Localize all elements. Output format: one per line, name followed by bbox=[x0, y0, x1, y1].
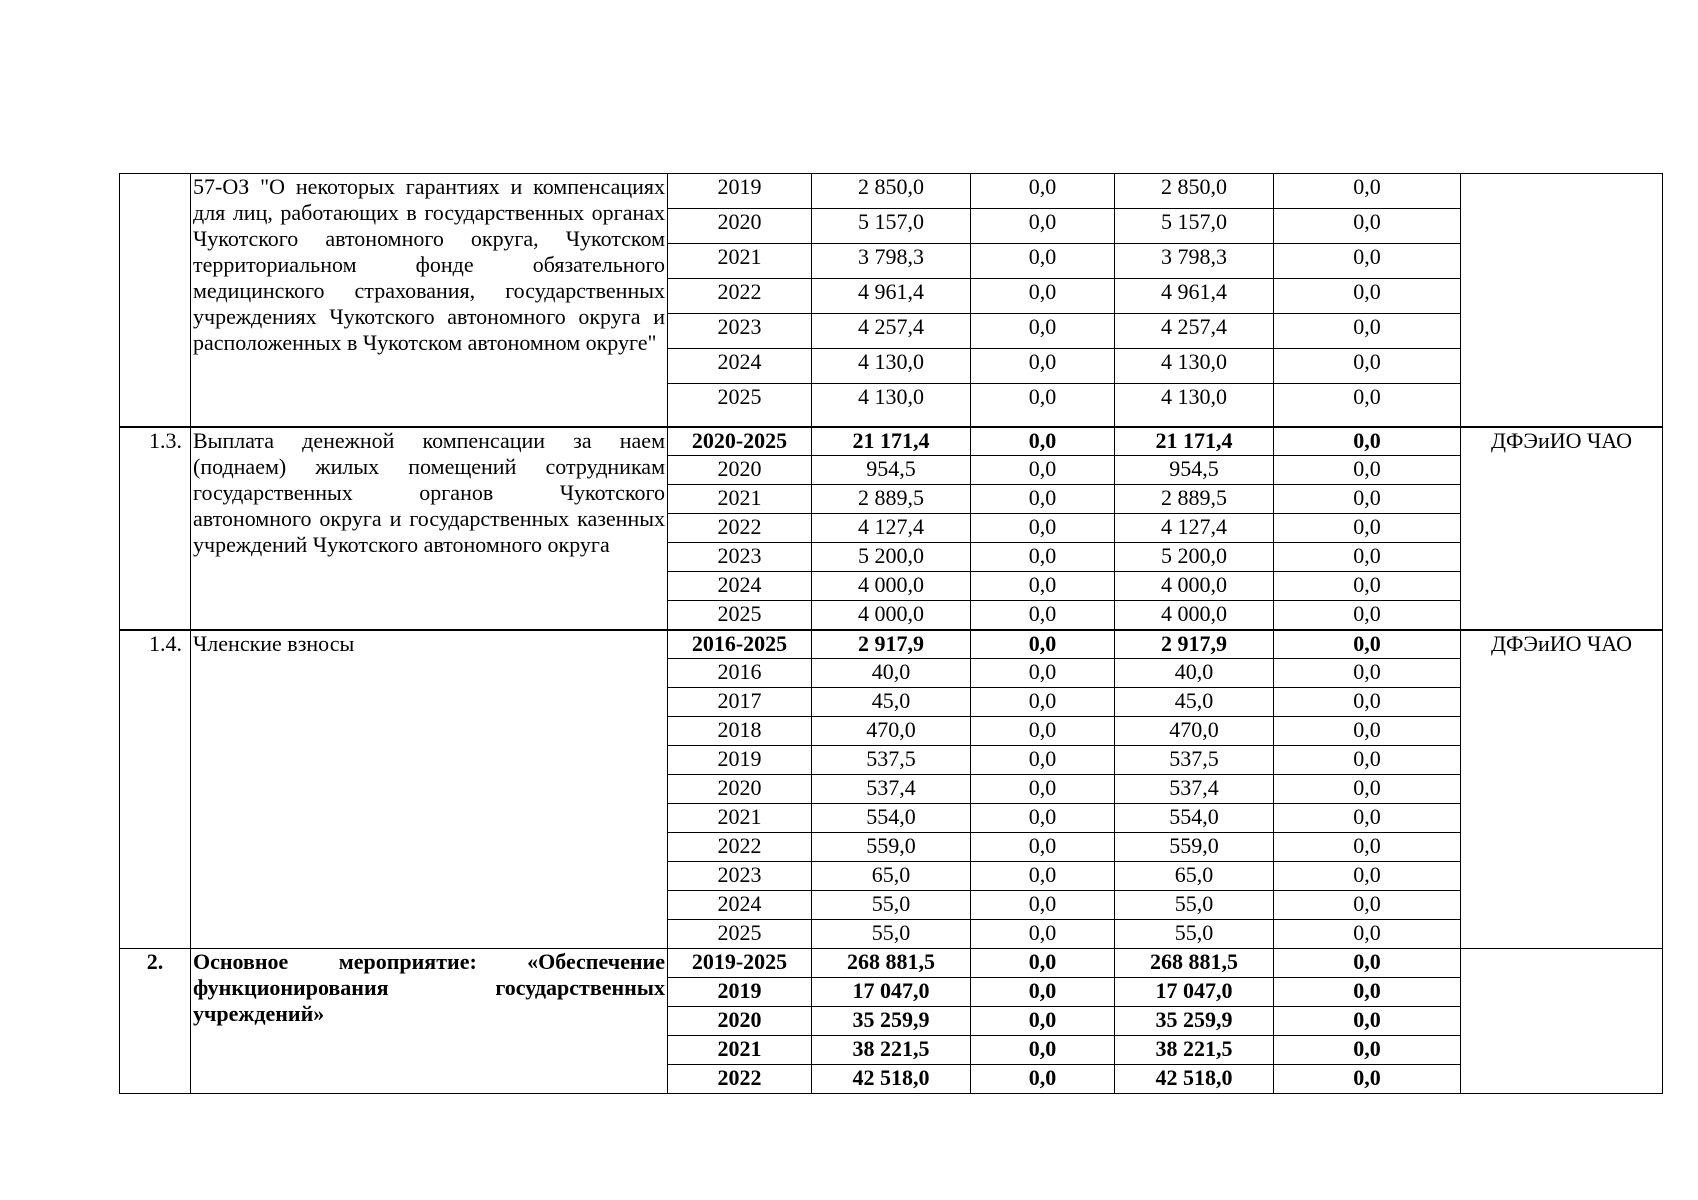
regional-cell: 3 798,3 bbox=[1115, 244, 1274, 279]
total-cell: 5 200,0 bbox=[812, 543, 971, 572]
other-cell: 0,0 bbox=[1274, 427, 1461, 456]
other-cell: 0,0 bbox=[1274, 1065, 1461, 1094]
year-cell: 2021 bbox=[668, 485, 812, 514]
total-cell: 3 798,3 bbox=[812, 244, 971, 279]
regional-cell: 954,5 bbox=[1115, 456, 1274, 485]
item-description bbox=[191, 630, 668, 949]
regional-cell: 55,0 bbox=[1115, 891, 1274, 920]
regional-cell: 4 130,0 bbox=[1115, 349, 1274, 384]
total-cell: 4 000,0 bbox=[812, 601, 971, 630]
other-cell: 0,0 bbox=[1274, 630, 1461, 659]
federal-cell: 0,0 bbox=[971, 920, 1115, 949]
regional-cell: 470,0 bbox=[1115, 717, 1274, 746]
year-cell: 2022 bbox=[668, 514, 812, 543]
year-cell: 2021 bbox=[668, 244, 812, 279]
regional-cell: 42 518,0 bbox=[1115, 1065, 1274, 1094]
regional-cell: 4 127,4 bbox=[1115, 514, 1274, 543]
year-cell: 2022 bbox=[668, 279, 812, 314]
total-cell: 4 000,0 bbox=[812, 572, 971, 601]
total-cell: 554,0 bbox=[812, 804, 971, 833]
federal-cell: 0,0 bbox=[971, 891, 1115, 920]
regional-cell: 4 130,0 bbox=[1115, 384, 1274, 427]
year-cell: 2024 bbox=[668, 572, 812, 601]
year-cell: 2025 bbox=[668, 601, 812, 630]
total-cell: 38 221,5 bbox=[812, 1036, 971, 1065]
year-cell: 2019 bbox=[668, 746, 812, 775]
year-cell: 2016-2025 bbox=[668, 630, 812, 659]
total-cell: 5 157,0 bbox=[812, 209, 971, 244]
program-funding-table bbox=[119, 173, 1663, 1094]
item-number: 2. bbox=[120, 949, 191, 1094]
total-cell: 559,0 bbox=[812, 833, 971, 862]
regional-cell: 4 257,4 bbox=[1115, 314, 1274, 349]
federal-cell: 0,0 bbox=[971, 314, 1115, 349]
federal-cell: 0,0 bbox=[971, 1007, 1115, 1036]
other-cell: 0,0 bbox=[1274, 572, 1461, 601]
year-cell: 2024 bbox=[668, 891, 812, 920]
year-cell: 2023 bbox=[668, 543, 812, 572]
year-cell: 2023 bbox=[668, 862, 812, 891]
year-cell: 2021 bbox=[668, 1036, 812, 1065]
year-cell: 2021 bbox=[668, 804, 812, 833]
other-cell: 0,0 bbox=[1274, 746, 1461, 775]
total-cell: 35 259,9 bbox=[812, 1007, 971, 1036]
responsible-executor bbox=[1461, 949, 1663, 1094]
total-cell: 4 130,0 bbox=[812, 384, 971, 427]
federal-cell: 0,0 bbox=[971, 1065, 1115, 1094]
regional-cell: 45,0 bbox=[1115, 688, 1274, 717]
total-cell: 268 881,5 bbox=[812, 949, 971, 978]
federal-cell: 0,0 bbox=[971, 279, 1115, 314]
item-number bbox=[120, 174, 191, 427]
total-cell: 2 917,9 bbox=[812, 630, 971, 659]
regional-cell: 559,0 bbox=[1115, 833, 1274, 862]
year-cell: 2022 bbox=[668, 833, 812, 862]
total-cell: 4 127,4 bbox=[812, 514, 971, 543]
federal-cell: 0,0 bbox=[971, 1036, 1115, 1065]
other-cell: 0,0 bbox=[1274, 978, 1461, 1007]
other-cell: 0,0 bbox=[1274, 384, 1461, 427]
regional-cell: 554,0 bbox=[1115, 804, 1274, 833]
regional-cell: 65,0 bbox=[1115, 862, 1274, 891]
responsible-executor: ДФЭиИО ЧАО bbox=[1461, 427, 1663, 630]
item-description bbox=[191, 949, 668, 1094]
table-row bbox=[120, 174, 1663, 209]
item-description-text: Основное мероприятие: «Обеспечение функционирования государственных учреждений» bbox=[193, 949, 665, 1026]
responsible-executor: ДФЭиИО ЧАО bbox=[1461, 630, 1663, 949]
year-cell: 2020 bbox=[668, 1007, 812, 1036]
year-cell: 2024 bbox=[668, 349, 812, 384]
federal-cell: 0,0 bbox=[971, 659, 1115, 688]
other-cell: 0,0 bbox=[1274, 891, 1461, 920]
federal-cell: 0,0 bbox=[971, 384, 1115, 427]
year-cell: 2020 bbox=[668, 775, 812, 804]
item-number: 1.4. bbox=[120, 630, 191, 949]
regional-cell: 17 047,0 bbox=[1115, 978, 1274, 1007]
federal-cell: 0,0 bbox=[971, 746, 1115, 775]
other-cell: 0,0 bbox=[1274, 1036, 1461, 1065]
other-cell: 0,0 bbox=[1274, 601, 1461, 630]
total-cell: 40,0 bbox=[812, 659, 971, 688]
federal-cell: 0,0 bbox=[971, 485, 1115, 514]
total-cell: 55,0 bbox=[812, 920, 971, 949]
total-cell: 537,5 bbox=[812, 746, 971, 775]
table-row bbox=[120, 630, 1663, 659]
table-row bbox=[120, 427, 1663, 456]
regional-cell: 40,0 bbox=[1115, 659, 1274, 688]
total-cell: 45,0 bbox=[812, 688, 971, 717]
federal-cell: 0,0 bbox=[971, 514, 1115, 543]
year-cell: 2020-2025 bbox=[668, 427, 812, 456]
year-cell: 2019 bbox=[668, 174, 812, 209]
other-cell: 0,0 bbox=[1274, 209, 1461, 244]
total-cell: 42 518,0 bbox=[812, 1065, 971, 1094]
federal-cell: 0,0 bbox=[971, 427, 1115, 456]
total-cell: 4 961,4 bbox=[812, 279, 971, 314]
regional-cell: 21 171,4 bbox=[1115, 427, 1274, 456]
other-cell: 0,0 bbox=[1274, 314, 1461, 349]
total-cell: 470,0 bbox=[812, 717, 971, 746]
regional-cell: 2 850,0 bbox=[1115, 174, 1274, 209]
other-cell: 0,0 bbox=[1274, 514, 1461, 543]
federal-cell: 0,0 bbox=[971, 688, 1115, 717]
other-cell: 0,0 bbox=[1274, 485, 1461, 514]
federal-cell: 0,0 bbox=[971, 349, 1115, 384]
federal-cell: 0,0 bbox=[971, 833, 1115, 862]
regional-cell: 5 200,0 bbox=[1115, 543, 1274, 572]
year-cell: 2023 bbox=[668, 314, 812, 349]
federal-cell: 0,0 bbox=[971, 862, 1115, 891]
year-cell: 2020 bbox=[668, 209, 812, 244]
federal-cell: 0,0 bbox=[971, 543, 1115, 572]
other-cell: 0,0 bbox=[1274, 1007, 1461, 1036]
responsible-executor bbox=[1461, 174, 1663, 427]
other-cell: 0,0 bbox=[1274, 456, 1461, 485]
year-cell: 2025 bbox=[668, 920, 812, 949]
year-cell: 2017 bbox=[668, 688, 812, 717]
item-description-text: Членские взносы bbox=[193, 630, 355, 656]
federal-cell: 0,0 bbox=[971, 978, 1115, 1007]
federal-cell: 0,0 bbox=[971, 601, 1115, 630]
federal-cell: 0,0 bbox=[971, 244, 1115, 279]
regional-cell: 38 221,5 bbox=[1115, 1036, 1274, 1065]
federal-cell: 0,0 bbox=[971, 572, 1115, 601]
regional-cell: 5 157,0 bbox=[1115, 209, 1274, 244]
other-cell: 0,0 bbox=[1274, 717, 1461, 746]
item-number: 1.3. bbox=[120, 427, 191, 630]
other-cell: 0,0 bbox=[1274, 349, 1461, 384]
total-cell: 2 850,0 bbox=[812, 174, 971, 209]
other-cell: 0,0 bbox=[1274, 949, 1461, 978]
year-cell: 2018 bbox=[668, 717, 812, 746]
regional-cell: 4 000,0 bbox=[1115, 572, 1274, 601]
other-cell: 0,0 bbox=[1274, 920, 1461, 949]
other-cell: 0,0 bbox=[1274, 279, 1461, 314]
total-cell: 954,5 bbox=[812, 456, 971, 485]
total-cell: 4 130,0 bbox=[812, 349, 971, 384]
other-cell: 0,0 bbox=[1274, 688, 1461, 717]
other-cell: 0,0 bbox=[1274, 659, 1461, 688]
total-cell: 4 257,4 bbox=[812, 314, 971, 349]
regional-cell: 55,0 bbox=[1115, 920, 1274, 949]
table-body bbox=[120, 174, 1663, 1094]
item-description-text: Выплата денежной компенсации за наем (поднаем) жилых помещений сотрудникам государственных органов Чукотского автономного округа и государственных казенных учреждений Чукотского автономного округа bbox=[193, 427, 665, 557]
federal-cell: 0,0 bbox=[971, 717, 1115, 746]
total-cell: 17 047,0 bbox=[812, 978, 971, 1007]
other-cell: 0,0 bbox=[1274, 833, 1461, 862]
table-row bbox=[120, 949, 1663, 978]
year-cell: 2022 bbox=[668, 1065, 812, 1094]
total-cell: 537,4 bbox=[812, 775, 971, 804]
year-cell: 2025 bbox=[668, 384, 812, 427]
year-cell: 2016 bbox=[668, 659, 812, 688]
other-cell: 0,0 bbox=[1274, 244, 1461, 279]
other-cell: 0,0 bbox=[1274, 804, 1461, 833]
year-cell: 2019 bbox=[668, 978, 812, 1007]
regional-cell: 268 881,5 bbox=[1115, 949, 1274, 978]
federal-cell: 0,0 bbox=[971, 630, 1115, 659]
regional-cell: 4 961,4 bbox=[1115, 279, 1274, 314]
federal-cell: 0,0 bbox=[971, 949, 1115, 978]
total-cell: 21 171,4 bbox=[812, 427, 971, 456]
total-cell: 2 889,5 bbox=[812, 485, 971, 514]
federal-cell: 0,0 bbox=[971, 775, 1115, 804]
total-cell: 65,0 bbox=[812, 862, 971, 891]
regional-cell: 4 000,0 bbox=[1115, 601, 1274, 630]
regional-cell: 2 889,5 bbox=[1115, 485, 1274, 514]
other-cell: 0,0 bbox=[1274, 174, 1461, 209]
item-description bbox=[191, 427, 668, 630]
item-description bbox=[191, 174, 668, 427]
federal-cell: 0,0 bbox=[971, 456, 1115, 485]
regional-cell: 35 259,9 bbox=[1115, 1007, 1274, 1036]
federal-cell: 0,0 bbox=[971, 209, 1115, 244]
year-cell: 2019-2025 bbox=[668, 949, 812, 978]
regional-cell: 2 917,9 bbox=[1115, 630, 1274, 659]
regional-cell: 537,5 bbox=[1115, 746, 1274, 775]
other-cell: 0,0 bbox=[1274, 862, 1461, 891]
item-description-text: 57-ОЗ "О некоторых гарантиях и компенсациях для лиц, работающих в государственных органах Чукотского автономного округа, Чукотском территориальном фонде обязательного медицинского страхования, государственных учреждениях Чукотского автономного округа и расположенных в Чукотском автономном округе" bbox=[193, 174, 665, 355]
regional-cell: 537,4 bbox=[1115, 775, 1274, 804]
other-cell: 0,0 bbox=[1274, 775, 1461, 804]
total-cell: 55,0 bbox=[812, 891, 971, 920]
federal-cell: 0,0 bbox=[971, 804, 1115, 833]
other-cell: 0,0 bbox=[1274, 543, 1461, 572]
year-cell: 2020 bbox=[668, 456, 812, 485]
federal-cell: 0,0 bbox=[971, 174, 1115, 209]
